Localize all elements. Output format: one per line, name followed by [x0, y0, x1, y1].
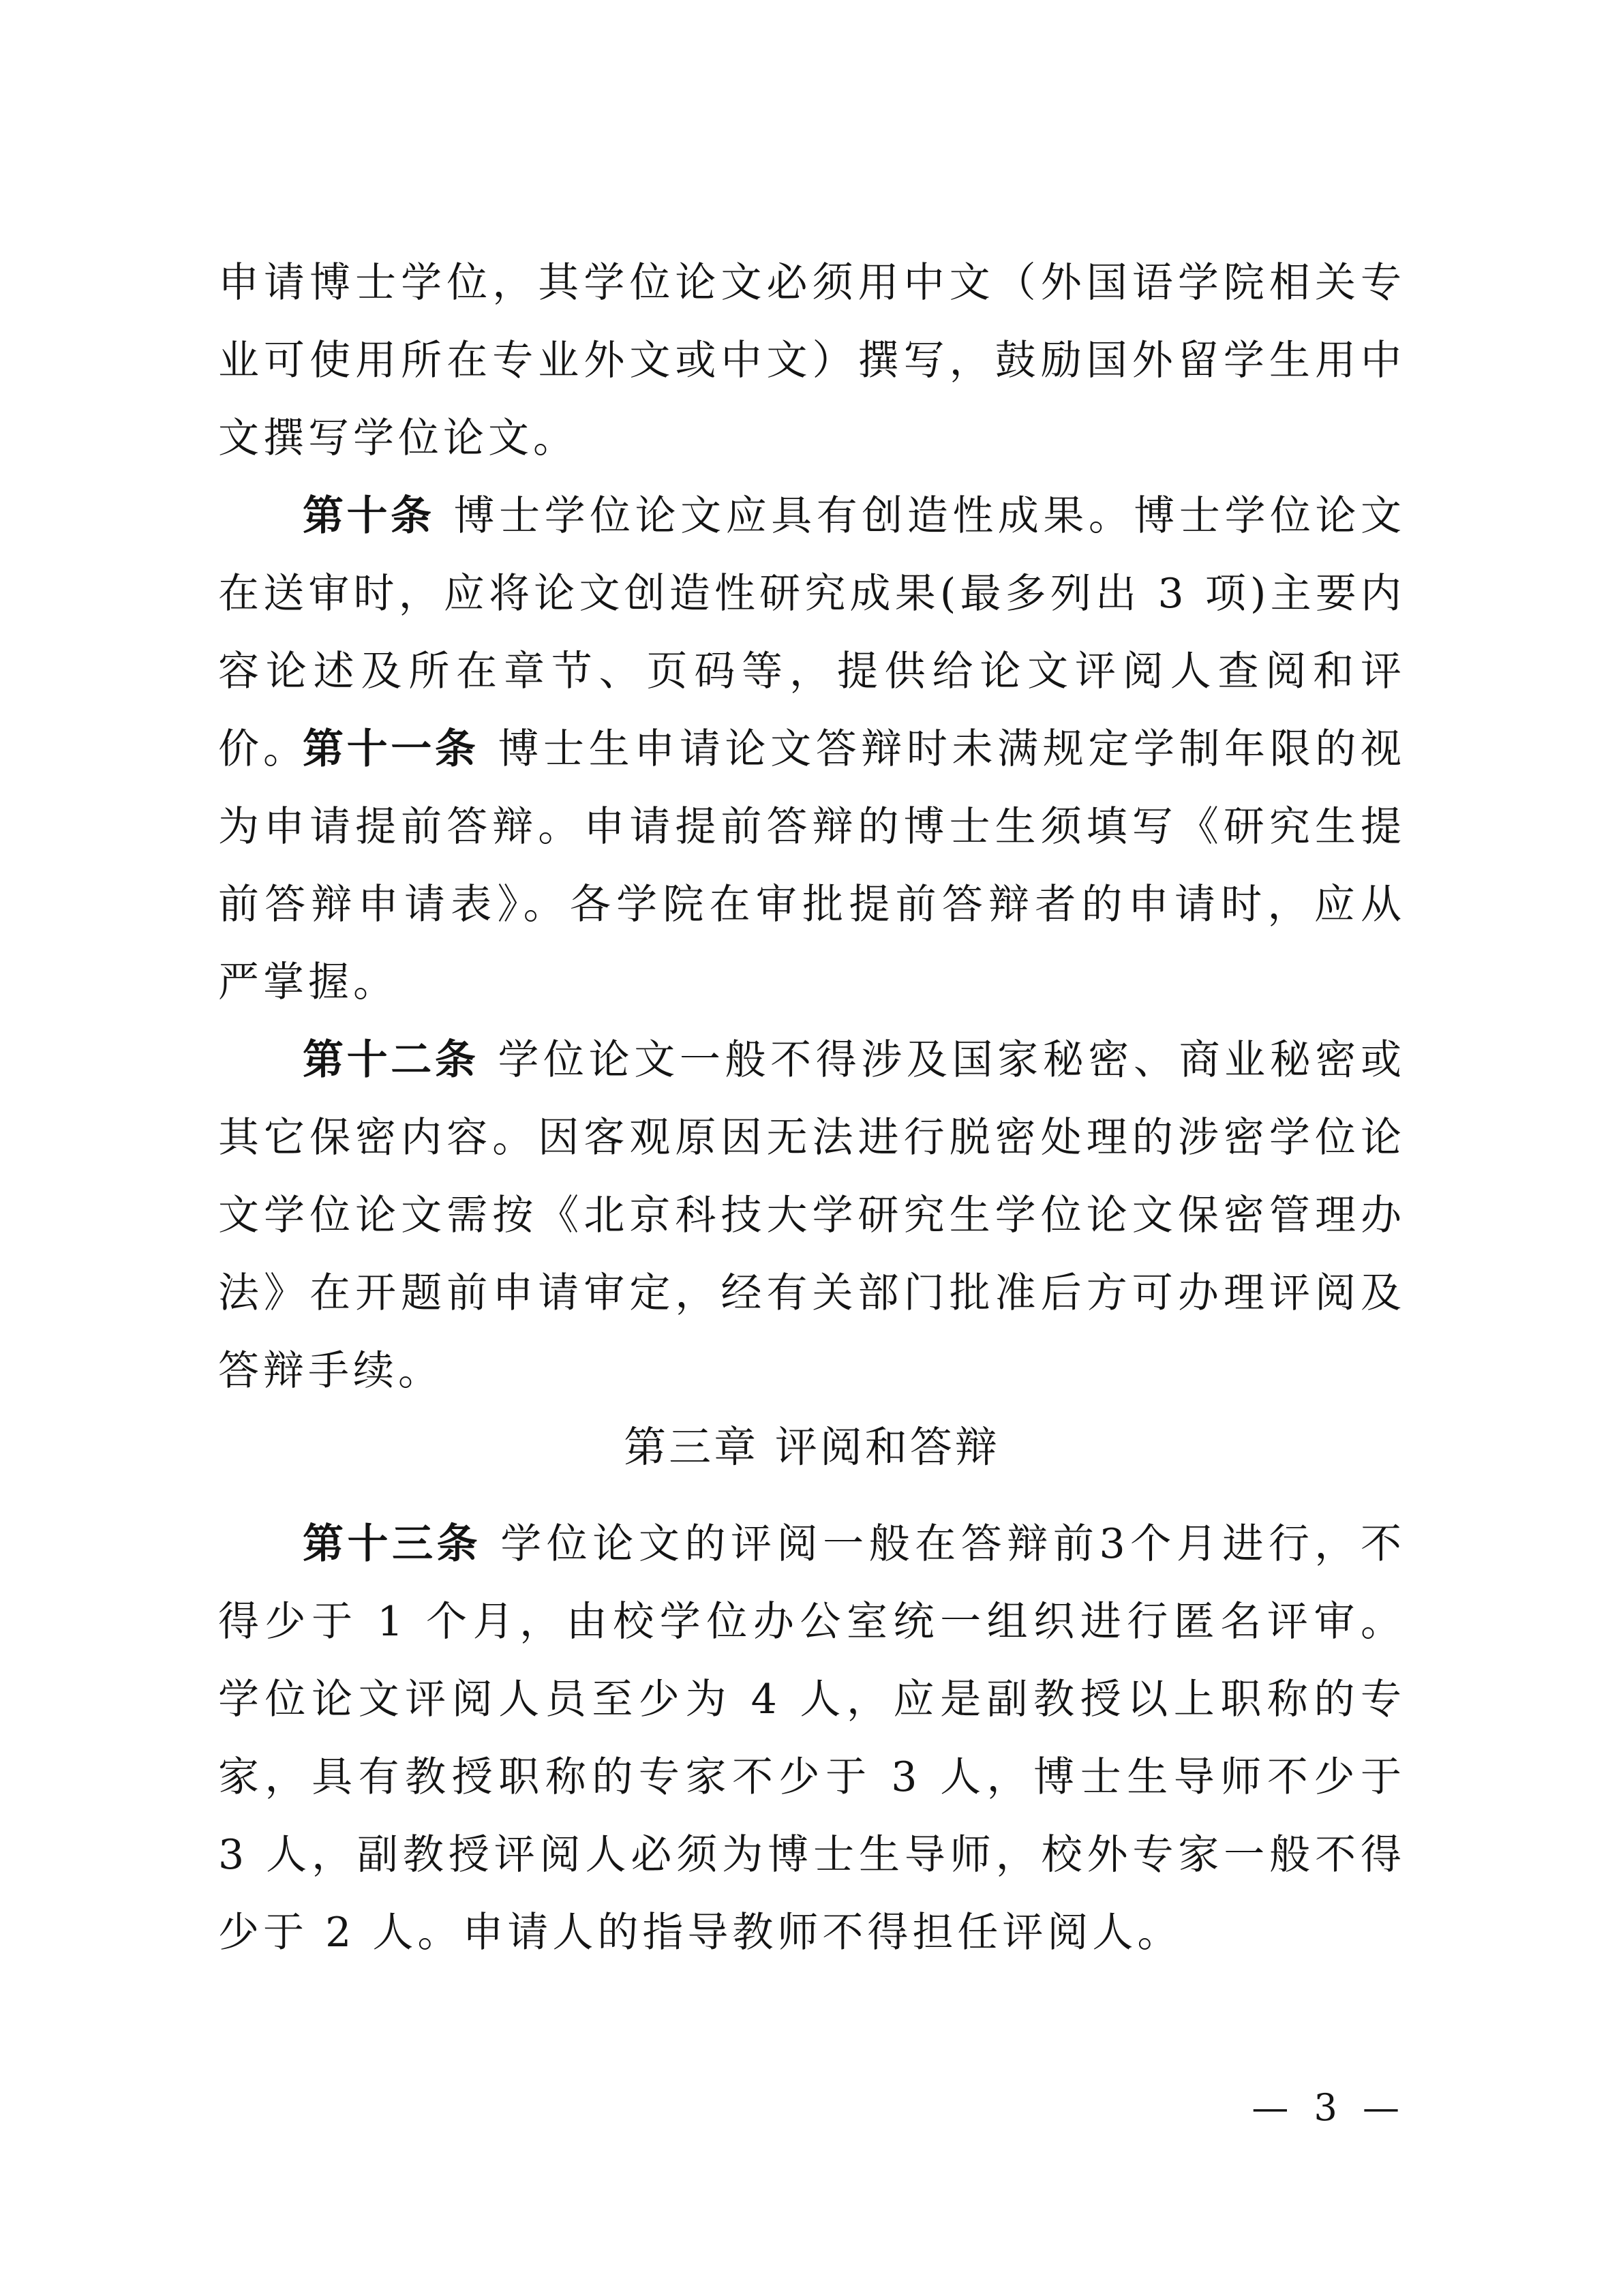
article-11: [218, 710, 1406, 1021]
paragraph-intro: [218, 244, 1406, 477]
article-13: [218, 1505, 1406, 1972]
article-11-label: 第十一条: [303, 725, 479, 773]
paragraph-intro-text: 申请博士学位，其学位论文必须用中文（外国语学院相关专业可使用所在专业外文或中文）撰写，鼓励国外留学生用中文撰写学位论文。: [218, 259, 1406, 462]
article-13-text: 学位论文的评阅一般在答辩前3个月进行，不得少于 1 个月，由校学位办公室统一组织进行匿名评审。学位论文评阅人员至少为 4 人，应是副教授以上职称的专家，具有教授职称的专家不少于 3 人，博士生导师不少于 3 人，副教授评阅人必须为博士生导师，校外专家一般不得少于 2 人。申请人的指导教师不得担任评阅人。: [218, 1520, 1406, 1957]
article-10-label: 第十条: [303, 492, 435, 540]
article-10-text: 博士学位论文应具有创造性成果。博士学位论文在送审时，应将论文创造性研究成果(最多列出 3 项)主要内容论述及所在章节、页码等，提供给论文评阅人查阅和评价。: [218, 492, 1406, 773]
article-12-label: 第十二条: [303, 1036, 479, 1084]
article-13-label: 第十三条: [303, 1520, 482, 1568]
article-11-text: 博士生申请论文答辩时未满规定学制年限的视为申请提前答辩。申请提前答辩的博士生须填写《研究生提前答辩申请表》。各学院在审批提前答辩者的申请时，应从严掌握。: [218, 725, 1406, 1006]
article-12: [218, 1021, 1406, 1410]
page-number: — 3 —: [1252, 2086, 1406, 2129]
chapter-heading: 第三章 评阅和答辩: [624, 1422, 1000, 1472]
article-12-text: 学位论文一般不得涉及国家秘密、商业秘密或其它保密内容。因客观原因无法进行脱密处理的涉密学位论文学位论文需按《北京科技大学研究生学位论文保密管理办法》在开题前申请审定，经有关部门批准后方可办理评阅及答辩手续。: [218, 1036, 1406, 1395]
